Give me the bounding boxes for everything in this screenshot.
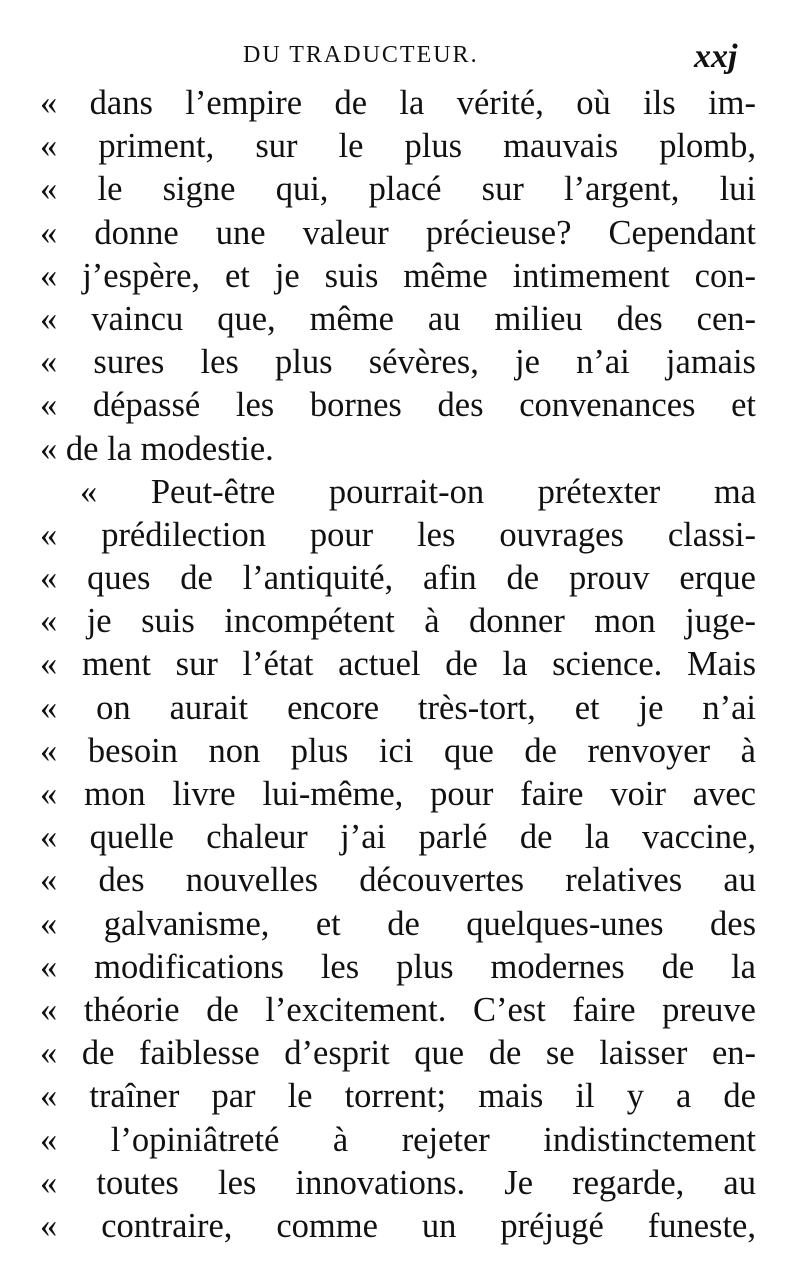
running-title: DU TRADUCTEUR. (243, 42, 479, 68)
text-line: « le signe qui, placé sur l’argent, lui (40, 170, 756, 209)
text-line: « je suis incompétent à donner mon juge- (40, 602, 756, 641)
text-line: « dépassé les bornes des convenances et (40, 386, 756, 425)
text-line: « ment sur l’état actuel de la science. Mais (40, 645, 756, 684)
body-text (40, 82, 756, 1248)
text-line: « modifications les plus modernes de la (40, 947, 756, 986)
text-line: « sures les plus sévères, je n’ai jamais (40, 343, 756, 382)
text-line: « de faiblesse d’esprit que de se laisser en- (40, 1034, 756, 1073)
text-line: « contraire, comme un préjugé funeste, (40, 1206, 756, 1245)
text-line: « toutes les innovations. Je regarde, au (40, 1163, 756, 1202)
text-line: « priment, sur le plus mauvais plomb, (40, 127, 756, 166)
text-line: « vaincu que, même au milieu des cen- (40, 299, 756, 338)
text-line: « galvanisme, et de quelques-unes des (40, 904, 756, 943)
paragraph-end-line: « de la modestie. (40, 429, 274, 468)
text-line: « ques de l’antiquité, afin de prouv erque (40, 559, 756, 598)
running-head (0, 38, 800, 78)
paragraph-start-line: « Peut-être pourrait-on prétexter ma (80, 472, 756, 511)
text-line: « théorie de l’excitement. C’est faire preuve (40, 990, 756, 1029)
text-line: « l’opiniâtreté à rejeter indistinctement (40, 1120, 756, 1159)
text-line: « traîner par le torrent; mais il y a de (40, 1077, 756, 1116)
text-line: « quelle chaleur j’ai parlé de la vaccine, (40, 818, 756, 857)
text-line: « prédilection pour les ouvrages classi- (40, 515, 756, 554)
text-line: « on aurait encore très-tort, et je n’ai (40, 688, 756, 727)
text-line: « j’espère, et je suis même intimement con- (40, 256, 756, 295)
page-number: xxj (694, 38, 738, 75)
text-line: « donne une valeur précieuse? Cependant (40, 213, 756, 252)
text-line: « mon livre lui-même, pour faire voir avec (40, 775, 756, 813)
text-line: « besoin non plus ici que de renvoyer à (40, 731, 756, 770)
text-line: « dans l’empire de la vérité, où ils im- (40, 84, 756, 122)
text-line: « des nouvelles découvertes relatives au (40, 861, 756, 900)
